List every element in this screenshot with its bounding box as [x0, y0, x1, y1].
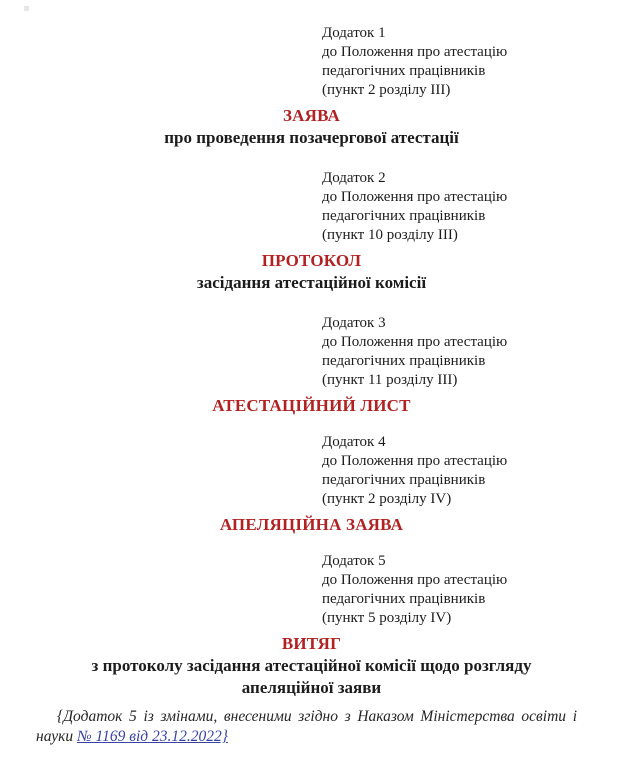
appendix-line: (пункт 11 розділу III): [322, 372, 458, 388]
appendix-line: (пункт 2 розділу IV): [322, 491, 452, 507]
section-heading-atestaciynyi-lyst: [0, 395, 623, 417]
appendix-line: (пункт 2 розділу III): [322, 82, 451, 98]
page-artifact: [24, 6, 29, 11]
appendix-line: до Положення про атестацію: [322, 334, 508, 350]
appendix-line: до Положення про атестацію: [322, 572, 508, 588]
appendix-line: педагогічних працівників: [322, 472, 486, 488]
appendix-block-5: [322, 552, 623, 628]
section-heading-zayava: [0, 105, 623, 149]
appendix-block-1: [322, 24, 623, 100]
appendix-line: Додаток 5: [322, 553, 386, 569]
document-subtitle: з протоколу засідання атестаційної комісії щодо розгляду апеляційної заяви: [91, 656, 532, 697]
appendix-line: педагогічних працівників: [322, 591, 486, 607]
appendix-line: до Положення про атестацію: [322, 453, 508, 469]
document-title: ЗАЯВА: [282, 106, 341, 125]
document-subtitle: про проведення позачергової атестації: [164, 128, 459, 147]
appendix-line: до Положення про атестацію: [322, 44, 508, 60]
document-title: АТЕСТАЦІЙНИЙ ЛИСТ: [212, 396, 411, 415]
appendix-line: педагогічних працівників: [322, 353, 486, 369]
appendix-line: педагогічних працівників: [322, 208, 486, 224]
appendix-block-2: [322, 169, 623, 245]
section-heading-apelyaciyna-zayava: [0, 514, 623, 536]
amendment-footnote: [36, 707, 577, 747]
law-order-link[interactable]: № 1169 від 23.12.2022}: [77, 728, 228, 745]
document-subtitle: засідання атестаційної комісії: [196, 273, 427, 292]
appendix-line: (пункт 10 розділу III): [322, 227, 458, 243]
appendix-line: Додаток 1: [322, 25, 386, 41]
document-title: ПРОТОКОЛ: [261, 251, 362, 270]
document-title: ВИТЯГ: [281, 634, 342, 653]
section-heading-protokol: [0, 250, 623, 294]
appendix-block-3: [322, 314, 623, 390]
section-heading-vytyah: [0, 633, 623, 699]
appendix-line: Додаток 3: [322, 315, 386, 331]
appendix-line: Додаток 2: [322, 170, 386, 186]
appendix-line: до Положення про атестацію: [322, 189, 508, 205]
appendix-block-4: [322, 433, 623, 509]
document-title: АПЕЛЯЦІЙНА ЗАЯВА: [219, 515, 404, 534]
amendment-footnote-text: {Додаток 5 із змінами, внесеними згідно з Наказом Міністерства освіти і науки: [36, 708, 577, 745]
appendix-line: Додаток 4: [322, 434, 386, 450]
appendix-line: (пункт 5 розділу IV): [322, 610, 452, 626]
appendix-line: педагогічних працівників: [322, 63, 486, 79]
